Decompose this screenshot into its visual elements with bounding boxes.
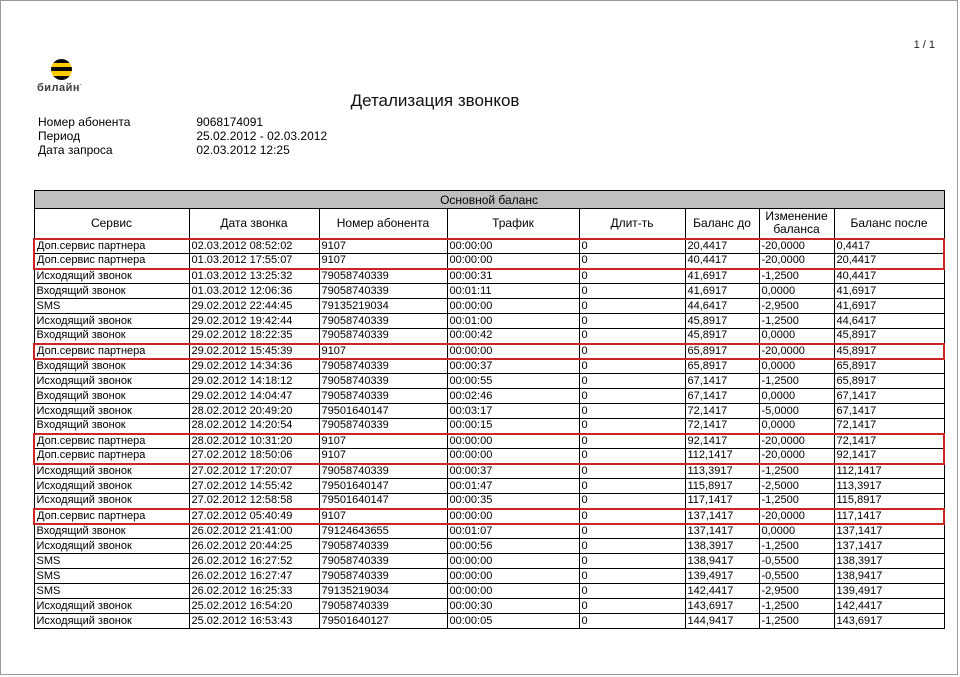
info-value: 02.03.2012 12:25 (196, 143, 290, 157)
table-row (34, 614, 944, 629)
table-cell: 79135219034 (319, 299, 447, 314)
table-cell: 92,1417 (685, 434, 759, 449)
table-cell: -0,5500 (759, 569, 834, 584)
table-cell: 29.02.2012 22:44:45 (189, 299, 319, 314)
table-cell: -20,0000 (759, 254, 834, 269)
table-cell: 139,4917 (685, 569, 759, 584)
table-cell: 40,4417 (685, 254, 759, 269)
table-cell: Входящий звонок (34, 389, 189, 404)
table-cell: 26.02.2012 16:27:52 (189, 554, 319, 569)
table-cell: 0 (579, 614, 685, 629)
table-cell: 00:01:00 (447, 314, 579, 329)
info-row-request-date (38, 143, 327, 157)
table-cell: SMS (34, 569, 189, 584)
table-cell: Исходящий звонок (34, 314, 189, 329)
table-cell: 20,4417 (685, 239, 759, 254)
table-cell: 01.03.2012 17:55:07 (189, 254, 319, 269)
table-cell: 00:01:11 (447, 284, 579, 299)
table-cell: 79135219034 (319, 584, 447, 599)
table-cell: 0 (579, 569, 685, 584)
table-cell: 0,0000 (759, 524, 834, 539)
table-cell: 9107 (319, 254, 447, 269)
table-cell: 79058740339 (319, 359, 447, 374)
table-cell: 0 (579, 434, 685, 449)
table-cell: 79058740339 (319, 269, 447, 284)
table-cell: 45,8917 (834, 344, 944, 359)
table-cell: 0 (579, 509, 685, 524)
table-cell: 0 (579, 404, 685, 419)
table-cell: 00:00:55 (447, 374, 579, 389)
table-cell: -1,2500 (759, 464, 834, 479)
table-row (34, 359, 944, 374)
table-cell: 00:02:46 (447, 389, 579, 404)
table-cell: 79058740339 (319, 284, 447, 299)
table-cell: 67,1417 (834, 404, 944, 419)
table-cell: 72,1417 (834, 434, 944, 449)
table-cell: 9107 (319, 509, 447, 524)
table-cell: 00:00:00 (447, 344, 579, 359)
table-cell: Доп.сервис партнера (34, 434, 189, 449)
table-cell: 0 (579, 479, 685, 494)
table-cell: -20,0000 (759, 344, 834, 359)
table-cell: 29.02.2012 14:34:36 (189, 359, 319, 374)
table-cell: -2,9500 (759, 299, 834, 314)
table-cell: SMS (34, 299, 189, 314)
table-cell: 115,8917 (685, 479, 759, 494)
table-cell: Входящий звонок (34, 329, 189, 344)
table-cell: 79501640147 (319, 479, 447, 494)
table-cell: 28.02.2012 20:49:20 (189, 404, 319, 419)
table-cell: 01.03.2012 12:06:36 (189, 284, 319, 299)
table-cell: 65,8917 (685, 359, 759, 374)
table-cell: 41,6917 (685, 284, 759, 299)
column-header-subscriber: Номер абонента (319, 209, 447, 239)
table-cell: 72,1417 (685, 419, 759, 434)
table-cell: 00:00:00 (447, 299, 579, 314)
table-cell: 0 (579, 464, 685, 479)
table-cell: -0,5500 (759, 554, 834, 569)
table-cell: 44,6417 (834, 314, 944, 329)
info-value: 25.02.2012 - 02.03.2012 (196, 129, 328, 143)
table-cell: 0,4417 (834, 239, 944, 254)
table-cell: 79058740339 (319, 329, 447, 344)
table-cell: 79058740339 (319, 389, 447, 404)
table-row (34, 239, 944, 254)
table-cell: -1,2500 (759, 539, 834, 554)
table-cell: 0,0000 (759, 359, 834, 374)
table-cell: 27.02.2012 17:20:07 (189, 464, 319, 479)
info-label: Дата запроса (38, 143, 113, 157)
table-cell: 92,1417 (834, 449, 944, 464)
table-cell: -5,0000 (759, 404, 834, 419)
table-cell: Входящий звонок (34, 359, 189, 374)
table-cell: -2,9500 (759, 584, 834, 599)
table-cell: 45,8917 (834, 329, 944, 344)
table-cell: Доп.сервис партнера (34, 239, 189, 254)
table-cell: 0 (579, 554, 685, 569)
table-row (34, 464, 944, 479)
table-body (34, 239, 944, 629)
table-cell: 67,1417 (685, 389, 759, 404)
table-cell: 79058740339 (319, 599, 447, 614)
table-cell: 142,4417 (834, 599, 944, 614)
table-cell: 25.02.2012 16:54:20 (189, 599, 319, 614)
table-cell: 138,9417 (685, 554, 759, 569)
table-cell: 0 (579, 239, 685, 254)
table-cell: 0 (579, 314, 685, 329)
table-cell: 00:00:00 (447, 569, 579, 584)
table-cell: 0 (579, 254, 685, 269)
column-header-duration: Длит-ть (579, 209, 685, 239)
table-cell: 0 (579, 284, 685, 299)
table-cell: 117,1417 (685, 494, 759, 509)
table-cell: 29.02.2012 19:42:44 (189, 314, 319, 329)
beeline-logo (37, 59, 97, 94)
info-row-period (38, 129, 327, 143)
table-row (34, 449, 944, 464)
table-cell: -1,2500 (759, 494, 834, 509)
table-cell: 0 (579, 539, 685, 554)
table-cell: 137,1417 (685, 524, 759, 539)
table-cell: 0 (579, 494, 685, 509)
table-cell: 00:00:05 (447, 614, 579, 629)
table-cell: 0 (579, 449, 685, 464)
subscriber-info (38, 115, 327, 157)
table-cell: 00:03:17 (447, 404, 579, 419)
table-cell: 117,1417 (834, 509, 944, 524)
table-cell: 79058740339 (319, 419, 447, 434)
table-cell: 138,3917 (834, 554, 944, 569)
table-cell: 29.02.2012 14:18:12 (189, 374, 319, 389)
table-cell: Доп.сервис партнера (34, 254, 189, 269)
table-cell: 143,6917 (834, 614, 944, 629)
table-cell: 67,1417 (685, 374, 759, 389)
table-cell: 00:00:30 (447, 599, 579, 614)
info-row-subscriber-number (38, 115, 327, 129)
table-cell: 113,3917 (834, 479, 944, 494)
table-cell: 29.02.2012 15:45:39 (189, 344, 319, 359)
table-cell: 9107 (319, 239, 447, 254)
table-cell: 0,0000 (759, 419, 834, 434)
table-cell: Исходящий звонок (34, 539, 189, 554)
column-header-call-date: Дата звонка (189, 209, 319, 239)
table-cell: 00:00:00 (447, 449, 579, 464)
table-cell: 0 (579, 344, 685, 359)
table-row (34, 314, 944, 329)
table-cell: Входящий звонок (34, 419, 189, 434)
table-cell: 26.02.2012 21:41:00 (189, 524, 319, 539)
table-cell: 9107 (319, 434, 447, 449)
table-cell: Исходящий звонок (34, 404, 189, 419)
table-row (34, 569, 944, 584)
table-cell: Доп.сервис партнера (34, 344, 189, 359)
table-cell: 79501640147 (319, 494, 447, 509)
beeline-ball-icon (51, 59, 72, 80)
table-cell: 40,4417 (834, 269, 944, 284)
table-cell: 44,6417 (685, 299, 759, 314)
table-cell: 72,1417 (685, 404, 759, 419)
table-cell: 79058740339 (319, 464, 447, 479)
table-cell: 65,8917 (685, 344, 759, 359)
table-cell: 138,3917 (685, 539, 759, 554)
table-cell: 0,0000 (759, 284, 834, 299)
table-cell: 26.02.2012 16:27:47 (189, 569, 319, 584)
table-cell: 27.02.2012 05:40:49 (189, 509, 319, 524)
table-cell: Исходящий звонок (34, 269, 189, 284)
table-cell: 45,8917 (685, 314, 759, 329)
table-cell: Входящий звонок (34, 524, 189, 539)
table-caption-row (34, 191, 944, 209)
table-cell: 00:00:00 (447, 434, 579, 449)
column-header-balance-change: Изменение баланса (759, 209, 834, 239)
table-cell: 26.02.2012 16:25:33 (189, 584, 319, 599)
table-row (34, 554, 944, 569)
table-cell: 0 (579, 584, 685, 599)
table-cell: -1,2500 (759, 599, 834, 614)
table-header-row (34, 209, 944, 239)
column-header-balance-after: Баланс после (834, 209, 944, 239)
table-cell: 28.02.2012 10:31:20 (189, 434, 319, 449)
table-row (34, 269, 944, 284)
table-row (34, 494, 944, 509)
table-cell: 142,4417 (685, 584, 759, 599)
table-cell: 79501640127 (319, 614, 447, 629)
table-caption: Основной баланс (34, 191, 944, 209)
table-cell: 29.02.2012 18:22:35 (189, 329, 319, 344)
table-row (34, 284, 944, 299)
table-cell: 0 (579, 419, 685, 434)
table-cell: -1,2500 (759, 374, 834, 389)
table-cell: 79058740339 (319, 314, 447, 329)
info-label: Номер абонента (38, 115, 131, 129)
table-cell: 0 (579, 524, 685, 539)
table-cell: 00:00:00 (447, 554, 579, 569)
table-cell: 137,1417 (834, 524, 944, 539)
table-cell: SMS (34, 554, 189, 569)
table-cell: 25.02.2012 16:53:43 (189, 614, 319, 629)
table-row (34, 389, 944, 404)
table-cell: 137,1417 (685, 509, 759, 524)
table-cell: Исходящий звонок (34, 374, 189, 389)
table-cell: 00:00:35 (447, 494, 579, 509)
table-cell: Входящий звонок (34, 284, 189, 299)
table-cell: 65,8917 (834, 359, 944, 374)
table-cell: Исходящий звонок (34, 464, 189, 479)
table-cell: 00:01:07 (447, 524, 579, 539)
table-cell: 00:01:47 (447, 479, 579, 494)
table-cell: 28.02.2012 14:20:54 (189, 419, 319, 434)
table-row (34, 254, 944, 269)
table-cell: 138,9417 (834, 569, 944, 584)
beeline-logo-text: билайн· (37, 82, 83, 94)
table-cell: -1,2500 (759, 614, 834, 629)
table-cell: 0 (579, 269, 685, 284)
table-cell: 79124643655 (319, 524, 447, 539)
table-cell: 45,8917 (685, 329, 759, 344)
table-cell: 00:00:00 (447, 509, 579, 524)
table-cell: -1,2500 (759, 314, 834, 329)
table-cell: 143,6917 (685, 599, 759, 614)
table-cell: Доп.сервис партнера (34, 449, 189, 464)
table-cell: 0,0000 (759, 329, 834, 344)
table-cell: 00:00:00 (447, 239, 579, 254)
info-label: Период (38, 129, 81, 143)
table-row (34, 479, 944, 494)
page-title: Детализация звонков (350, 91, 520, 110)
table-cell: SMS (34, 584, 189, 599)
table-row (34, 509, 944, 524)
table-cell: 115,8917 (834, 494, 944, 509)
page-number: 1 / 1 (913, 39, 935, 51)
table-cell: Исходящий звонок (34, 599, 189, 614)
table-cell: 67,1417 (834, 389, 944, 404)
table-cell: 00:00:00 (447, 254, 579, 269)
call-detail-table (33, 190, 945, 629)
table-cell: 0,0000 (759, 389, 834, 404)
table-cell: 112,1417 (685, 449, 759, 464)
table-cell: 79058740339 (319, 554, 447, 569)
column-header-traffic: Трафик (447, 209, 579, 239)
table-cell: 113,3917 (685, 464, 759, 479)
table-row (34, 524, 944, 539)
table-row (34, 599, 944, 614)
table-cell: 27.02.2012 14:55:42 (189, 479, 319, 494)
table-row (34, 584, 944, 599)
table-cell: 65,8917 (834, 374, 944, 389)
table-cell: -20,0000 (759, 239, 834, 254)
table-cell: 0 (579, 329, 685, 344)
table-row (34, 404, 944, 419)
info-value: 9068174091 (196, 115, 264, 129)
table-cell: 79058740339 (319, 569, 447, 584)
table-cell: Исходящий звонок (34, 479, 189, 494)
table-row (34, 539, 944, 554)
table-row (34, 434, 944, 449)
table-cell: 0 (579, 389, 685, 404)
table-cell: 72,1417 (834, 419, 944, 434)
table-row (34, 299, 944, 314)
table-cell: 00:00:00 (447, 584, 579, 599)
table-cell: 0 (579, 374, 685, 389)
column-header-balance-before: Баланс до (685, 209, 759, 239)
table-cell: 01.03.2012 13:25:32 (189, 269, 319, 284)
table-cell: 137,1417 (834, 539, 944, 554)
table-row (34, 344, 944, 359)
table-cell: 27.02.2012 18:50:06 (189, 449, 319, 464)
table-cell: 112,1417 (834, 464, 944, 479)
table-cell: 20,4417 (834, 254, 944, 269)
table-cell: 41,6917 (685, 269, 759, 284)
table-cell: 00:00:37 (447, 464, 579, 479)
table-row (34, 329, 944, 344)
table-cell: -20,0000 (759, 434, 834, 449)
table-cell: 9107 (319, 449, 447, 464)
table-cell: 02.03.2012 08:52:02 (189, 239, 319, 254)
table-cell: 41,6917 (834, 299, 944, 314)
table-cell: -20,0000 (759, 509, 834, 524)
table-cell: 00:00:56 (447, 539, 579, 554)
table-cell: 00:00:15 (447, 419, 579, 434)
table-cell: 0 (579, 599, 685, 614)
table-row (34, 374, 944, 389)
table-cell: 26.02.2012 20:44:25 (189, 539, 319, 554)
table-cell: 79058740339 (319, 539, 447, 554)
column-header-service: Сервис (34, 209, 189, 239)
table-cell: Исходящий звонок (34, 494, 189, 509)
table-cell: 79058740339 (319, 374, 447, 389)
table-cell: 29.02.2012 14:04:47 (189, 389, 319, 404)
table-cell: 9107 (319, 344, 447, 359)
table-row (34, 419, 944, 434)
table-cell: -1,2500 (759, 269, 834, 284)
table-cell: 27.02.2012 12:58:58 (189, 494, 319, 509)
table-cell: -2,5000 (759, 479, 834, 494)
table-cell: 144,9417 (685, 614, 759, 629)
table-cell: 0 (579, 359, 685, 374)
table-cell: 00:00:31 (447, 269, 579, 284)
table-cell: Доп.сервис партнера (34, 509, 189, 524)
table-cell: 00:00:37 (447, 359, 579, 374)
table-cell: -20,0000 (759, 449, 834, 464)
table-cell: 41,6917 (834, 284, 944, 299)
table-cell: 0 (579, 299, 685, 314)
table-cell: Исходящий звонок (34, 614, 189, 629)
table-cell: 79501640147 (319, 404, 447, 419)
table-cell: 00:00:42 (447, 329, 579, 344)
table-cell: 139,4917 (834, 584, 944, 599)
